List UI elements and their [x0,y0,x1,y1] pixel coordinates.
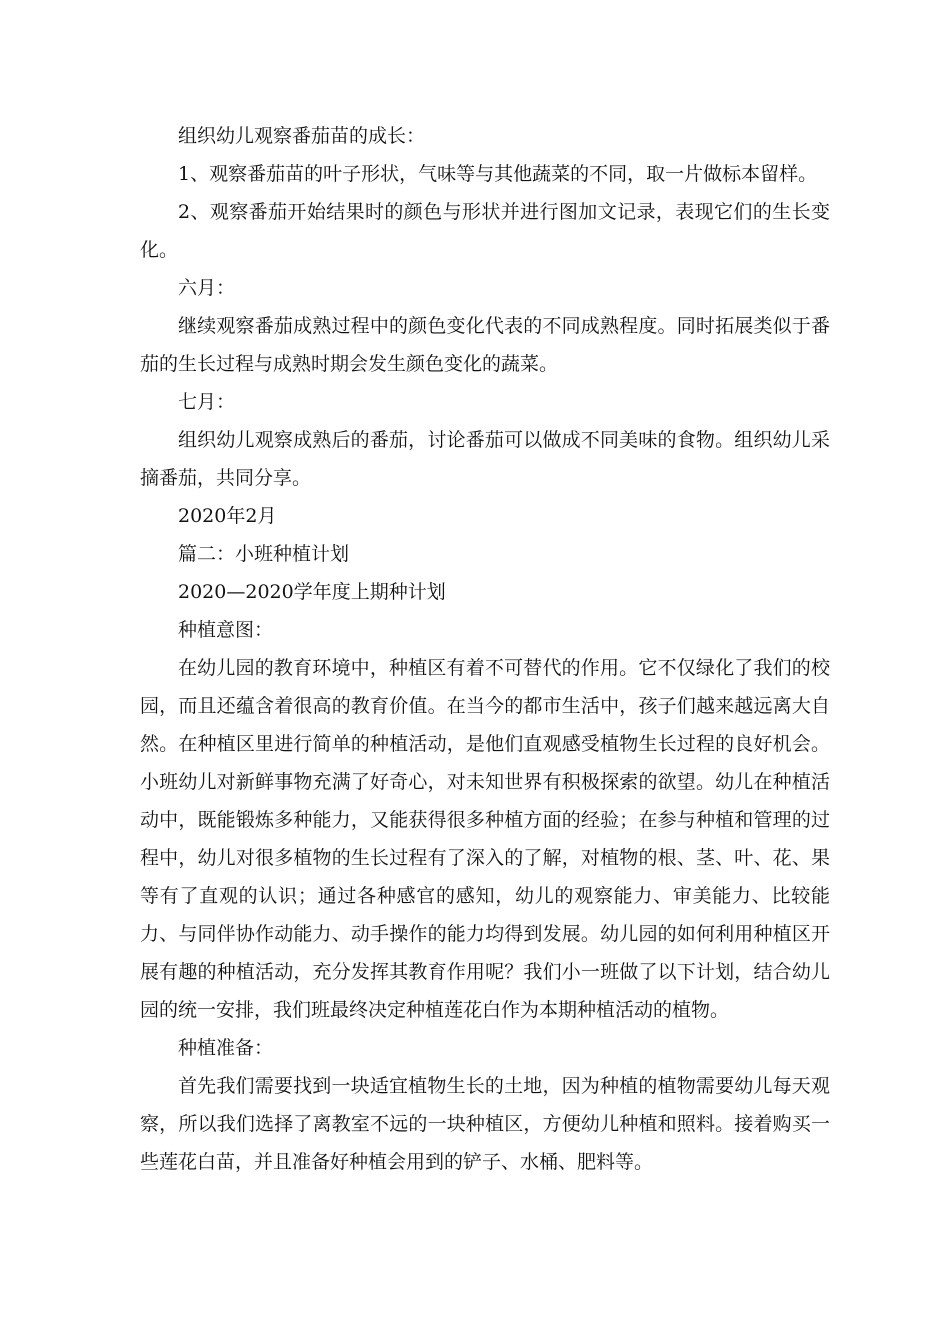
paragraph-item-2: 2、观察番茄开始结果时的颜色与形状并进行图加文记录，表现它们的生长变化。 [140,201,830,261]
paragraph-june: 继续观察番茄成熟过程中的颜色变化代表的不同成熟程度。同时拓展类似于番茄的生长过程与成熟时期会发生颜色变化的蔬菜。 [140,315,830,375]
heading-july: 七月： [178,391,236,413]
paragraph-planting-preparation: 首先我们需要找到一块适宜植物生长的土地，因为种植的植物需要幼儿每天观察，所以我们选择了离教室不远的一块种植区，方便幼儿种植和照料。接着购买一些莲花白苗，并且准备好种植会用到的铲子、水桶、肥料等。 [140,1075,830,1173]
document-body [140,117,830,1181]
paragraph-planting-intent: 在幼儿园的教育环境中，种植区有着不可替代的作用。它不仅绿化了我们的校园，而且还蕴含着很高的教育价值。在当今的都市生活中，孩子们越来越远离大自然。在种植区里进行简单的种植活动，是他们直观感受植物生长过程的良好机会。小班幼儿对新鲜事物充满了好奇心，对未知世界有积极探索的欲望。幼儿在种植活动中，既能锻炼多种能力，又能获得很多种植方面的经验；在参与种植和管理的过程中，幼儿对很多植物的生长过程有了深入的了解，对植物的根、茎、叶、花、果等有了直观的认识；通过各种感官的感知，幼儿的观察能力、审美能力、比较能力、与同伴协作动能力、动手操作的能力均得到发展。幼儿园的如何利用种植区开展有趣的种植活动，充分发挥其教育作用呢？我们小一班做了以下计划，结合幼儿园的统一安排，我们班最终决定种植莲花白作为本期种植活动的植物。 [140,657,830,1021]
heading-planting-preparation: 种植准备： [178,1037,274,1059]
date-line: 2020年2月 [178,505,277,527]
paragraph-item-1: 1、观察番茄苗的叶子形状，气味等与其他蔬菜的不同，取一片做标本留样。 [178,163,818,185]
heading-planting-intent: 种植意图： [178,619,274,641]
plan-subtitle: 2020—2020学年度上期种计划 [178,581,446,603]
heading-june: 六月： [178,277,236,299]
section-title: 篇二：小班种植计划 [178,543,350,565]
paragraph-july: 组织幼儿观察成熟后的番茄，讨论番茄可以做成不同美味的食物。组织幼儿采摘番茄，共同分享。 [140,429,830,489]
paragraph-observe-seedlings: 组织幼儿观察番茄苗的成长： [178,125,426,147]
